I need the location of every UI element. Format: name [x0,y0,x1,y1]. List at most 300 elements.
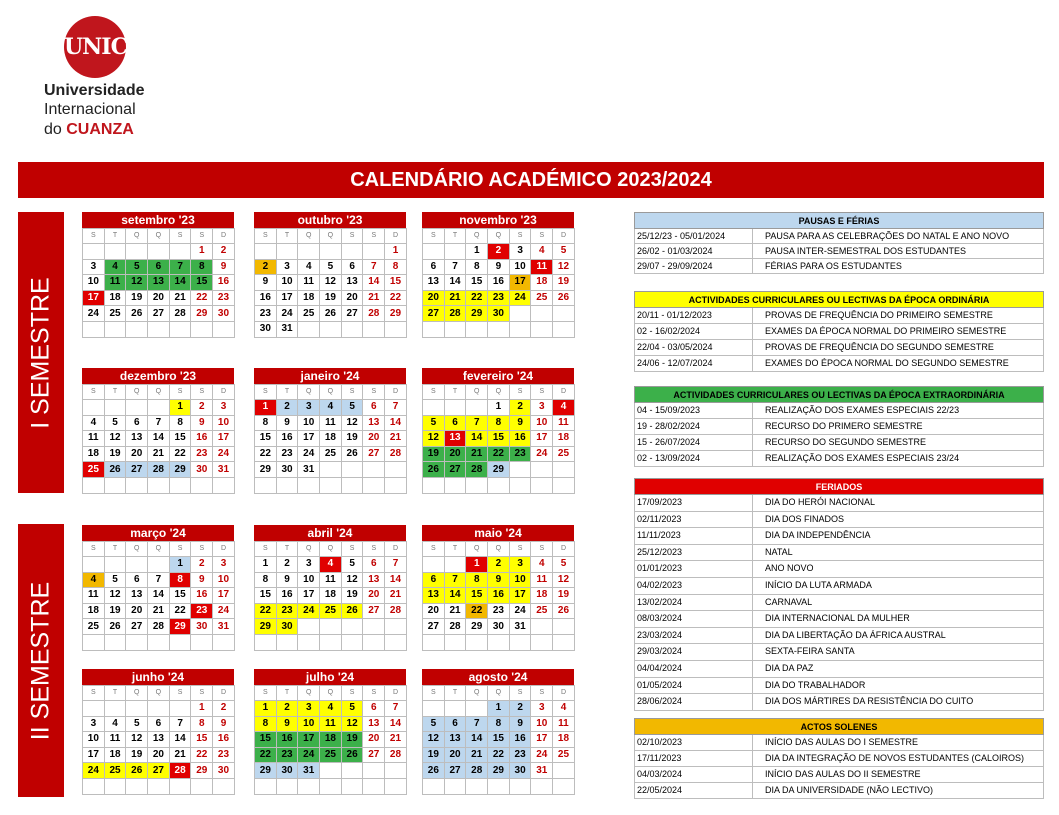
day-cell: 30 [255,321,277,337]
empty-cell [104,477,126,493]
empty-cell [104,400,126,416]
panel-row-date: 01/05/2024 [635,678,753,694]
empty-cell [553,634,575,650]
weekday-label: S [509,229,531,244]
empty-cell [213,634,235,650]
empty-cell [444,778,466,794]
day-cell: 4 [104,716,126,732]
day-cell: 12 [126,732,148,748]
empty-cell [423,244,445,260]
day-cell: 12 [423,431,445,447]
day-cell: 29 [466,306,488,322]
logo-line-3 [44,121,134,139]
day-cell: 3 [213,400,235,416]
panel-row-date: 04 - 15/09/2023 [635,403,753,418]
day-cell: 4 [320,400,342,416]
day-cell: 31 [298,462,320,478]
day-cell: 27 [148,306,170,322]
empty-cell [104,557,126,573]
day-cell: 26 [341,603,363,619]
day-cell: 18 [531,588,553,604]
day-cell: 2 [276,400,298,416]
empty-cell [148,400,170,416]
day-cell: 5 [553,244,575,260]
day-cell: 30 [509,763,531,779]
day-cell: 18 [320,588,342,604]
day-cell: 17 [213,588,235,604]
panel-row [634,419,1044,435]
day-cell: 22 [255,603,277,619]
day-cell: 26 [104,462,126,478]
panel-title: ACTIVIDADES CURRICULARES OU LECTIVAS DA ÉPOCA ORDINÁRIA [634,291,1044,308]
weekday-label: T [444,385,466,400]
month-title: julho '24 [254,669,406,685]
day-cell: 17 [213,431,235,447]
panel-row-date: 15 - 26/07/2024 [635,435,753,450]
day-cell: 29 [255,619,277,635]
empty-cell [276,778,298,794]
empty-cell [385,462,407,478]
empty-cell [531,634,553,650]
month-title: janeiro '24 [254,368,406,384]
day-cell: 12 [553,572,575,588]
day-cell: 8 [255,415,277,431]
month-calendar [422,368,574,494]
month-calendar [82,669,234,795]
panel-row-date: 29/07 - 29/09/2024 [635,259,753,273]
day-cell: 7 [466,415,488,431]
day-cell: 19 [553,588,575,604]
panel-row [634,244,1044,259]
empty-cell [423,477,445,493]
day-cell: 22 [466,290,488,306]
weekday-label: T [444,542,466,557]
day-cell: 21 [466,747,488,763]
day-cell: 27 [363,747,385,763]
legend-panel [634,291,1044,372]
weekday-label: T [276,385,298,400]
month-calendar [254,669,406,795]
day-cell: 2 [488,557,510,573]
day-cell: 21 [466,446,488,462]
day-cell: 3 [83,716,105,732]
empty-cell [423,701,445,717]
logo-line-3a: do [44,121,67,138]
day-cell: 24 [83,306,105,322]
empty-cell [341,634,363,650]
empty-cell [126,477,148,493]
empty-cell [213,778,235,794]
empty-cell [276,244,298,260]
empty-cell [444,244,466,260]
day-cell: 18 [553,431,575,447]
day-cell: 11 [83,588,105,604]
weekday-label: S [191,686,213,701]
day-cell: 4 [83,572,105,588]
weekday-label: T [276,686,298,701]
empty-cell [509,477,531,493]
month-calendar [82,212,234,338]
day-cell: 8 [191,259,213,275]
day-cell: 6 [363,557,385,573]
day-cell: 21 [385,431,407,447]
day-cell: 26 [126,763,148,779]
day-cell: 25 [553,747,575,763]
weekday-label: S [363,229,385,244]
empty-cell [104,244,126,260]
day-cell: 11 [531,259,553,275]
logo-line-2: Internacional [44,101,136,118]
day-cell: 27 [363,446,385,462]
empty-cell [423,321,445,337]
panel-row-date: 17/09/2023 [635,495,753,511]
day-cell: 23 [509,446,531,462]
day-cell: 26 [423,763,445,779]
empty-cell [423,634,445,650]
day-cell: 14 [148,431,170,447]
day-cell: 11 [298,275,320,291]
empty-cell [320,778,342,794]
day-cell: 15 [488,431,510,447]
empty-cell [553,778,575,794]
panel-row [634,545,1044,562]
day-cell: 3 [298,400,320,416]
day-cell: 19 [104,603,126,619]
day-cell: 3 [509,244,531,260]
day-cell: 4 [553,400,575,416]
month-day-table [422,384,575,494]
weekday-label: Q [298,542,320,557]
weekday-label: S [423,542,445,557]
panel-row-date: 25/12/2023 [635,545,753,561]
panel-row [634,356,1044,372]
empty-cell [148,778,170,794]
panel-row [634,694,1044,711]
empty-cell [148,557,170,573]
month-calendar [422,669,574,795]
day-cell: 4 [320,701,342,717]
weekday-label: Q [320,686,342,701]
legend-panel [634,212,1044,274]
day-cell: 9 [213,259,235,275]
day-cell: 6 [126,572,148,588]
panel-row-description: DIA DA UNIVERSIDADE (NÃO LECTIVO) [765,785,934,795]
day-cell: 23 [488,290,510,306]
weekday-label: Q [488,385,510,400]
day-cell: 1 [466,244,488,260]
panel-row-date: 13/02/2024 [635,595,753,611]
day-cell: 22 [191,290,213,306]
month-title: setembro '23 [82,212,234,228]
day-cell: 17 [531,431,553,447]
day-cell: 25 [320,747,342,763]
day-cell: 6 [148,716,170,732]
day-cell: 8 [191,716,213,732]
empty-cell [320,763,342,779]
day-cell: 21 [169,747,191,763]
day-cell: 4 [298,259,320,275]
day-cell: 23 [276,603,298,619]
day-cell: 6 [363,701,385,717]
empty-cell [553,619,575,635]
day-cell: 14 [148,588,170,604]
panel-title: PAUSAS E FÉRIAS [634,212,1044,229]
day-cell: 13 [126,588,148,604]
empty-cell [509,462,531,478]
empty-cell [213,321,235,337]
logo-line-3b: CUANZA [66,121,134,138]
day-cell: 29 [169,619,191,635]
legend-panel [634,718,1044,799]
day-cell: 31 [298,763,320,779]
day-cell: 16 [509,732,531,748]
panel-row-date: 17/11/2023 [635,751,753,766]
day-cell: 18 [83,446,105,462]
empty-cell [488,477,510,493]
panel-row-description: DIA DO TRABALHADOR [765,679,866,690]
day-cell: 12 [104,431,126,447]
weekday-label: Q [126,686,148,701]
panel-row [634,628,1044,645]
panel-row-date: 22/04 - 03/05/2024 [635,340,753,355]
empty-cell [255,634,277,650]
panel-row [634,259,1044,274]
empty-cell [320,634,342,650]
panel-row-date: 02 - 16/02/2024 [635,324,753,339]
day-cell: 31 [213,462,235,478]
weekday-label: S [191,385,213,400]
day-cell: 2 [276,557,298,573]
day-cell: 21 [385,588,407,604]
empty-cell [126,244,148,260]
day-cell: 29 [191,763,213,779]
day-cell: 30 [276,462,298,478]
panel-row [634,451,1044,467]
panel-title: ACTIVIDADES CURRICULARES OU LECTIVAS DA ÉPOCA EXTRAORDINÁRIA [634,386,1044,403]
day-cell: 21 [169,290,191,306]
day-cell: 18 [298,290,320,306]
panel-row [634,767,1044,783]
day-cell: 2 [213,701,235,717]
panel-row-date: 28/06/2024 [635,694,753,710]
day-cell: 15 [488,732,510,748]
day-cell: 4 [553,701,575,717]
panel-row-description: REALIZAÇÃO DOS EXAMES ESPECIAIS 23/24 [765,453,960,463]
day-cell: 12 [341,716,363,732]
day-cell: 9 [276,572,298,588]
empty-cell [553,321,575,337]
empty-cell [363,462,385,478]
empty-cell [276,634,298,650]
empty-cell [444,400,466,416]
panel-row-description: ANO NOVO [765,563,814,574]
day-cell: 21 [444,603,466,619]
day-cell: 25 [83,619,105,635]
day-cell: 9 [488,259,510,275]
panel-row [634,578,1044,595]
day-cell: 17 [509,588,531,604]
panel-row-description: INÍCIO DA LUTA ARMADA [765,579,872,590]
day-cell: 19 [126,290,148,306]
day-cell: 31 [531,763,553,779]
day-cell: 20 [148,747,170,763]
panel-row-description: FÉRIAS PARA OS ESTUDANTES [765,261,902,271]
empty-cell [276,477,298,493]
day-cell: 24 [298,446,320,462]
day-cell: 5 [341,701,363,717]
empty-cell [320,619,342,635]
panel-row [634,528,1044,545]
day-cell: 7 [148,415,170,431]
month-title: abril '24 [254,525,406,541]
day-cell: 20 [444,446,466,462]
day-cell: 28 [466,462,488,478]
day-cell: 17 [298,732,320,748]
day-cell: 30 [276,619,298,635]
panel-row-description: EXAMES DO ÉPOCA NORMAL DO SEGUNDO SEMESTRE [765,358,1009,368]
empty-cell [531,306,553,322]
day-cell: 22 [255,747,277,763]
day-cell: 25 [320,603,342,619]
day-cell: 13 [363,415,385,431]
day-cell: 29 [255,462,277,478]
empty-cell [444,477,466,493]
day-cell: 27 [363,603,385,619]
day-cell: 2 [488,244,510,260]
day-cell: 5 [320,259,342,275]
day-cell: 11 [320,716,342,732]
month-title: outubro '23 [254,212,406,228]
day-cell: 1 [169,557,191,573]
empty-cell [363,619,385,635]
day-cell: 17 [83,747,105,763]
day-cell: 12 [423,732,445,748]
empty-cell [126,400,148,416]
day-cell: 19 [341,431,363,447]
day-cell: 29 [169,462,191,478]
day-cell: 23 [488,603,510,619]
empty-cell [531,619,553,635]
day-cell: 5 [423,415,445,431]
empty-cell [298,619,320,635]
weekday-label: S [255,686,277,701]
empty-cell [385,619,407,635]
day-cell: 27 [341,306,363,322]
weekday-label: T [104,542,126,557]
university-logo [30,8,170,143]
weekday-label: Q [488,686,510,701]
day-cell: 30 [191,462,213,478]
month-title: março '24 [82,525,234,541]
day-cell: 28 [169,763,191,779]
month-title: dezembro '23 [82,368,234,384]
weekday-label: D [553,542,575,557]
weekday-label: S [83,385,105,400]
day-cell: 28 [363,306,385,322]
empty-cell [191,321,213,337]
panel-row [634,403,1044,419]
empty-cell [169,244,191,260]
day-cell: 23 [213,747,235,763]
empty-cell [169,321,191,337]
weekday-label: T [444,229,466,244]
weekday-label: S [531,385,553,400]
day-cell: 2 [276,701,298,717]
day-cell: 12 [126,275,148,291]
month-calendar [422,525,574,651]
month-title: fevereiro '24 [422,368,574,384]
day-cell: 3 [298,557,320,573]
day-cell: 26 [341,747,363,763]
month-day-table [422,685,575,795]
empty-cell [341,763,363,779]
day-cell: 6 [444,415,466,431]
month-day-table [254,384,407,494]
day-cell: 14 [169,732,191,748]
day-cell: 14 [444,275,466,291]
day-cell: 19 [320,290,342,306]
day-cell: 30 [213,763,235,779]
empty-cell [83,244,105,260]
day-cell: 3 [531,701,553,717]
day-cell: 27 [423,619,445,635]
day-cell: 2 [509,400,531,416]
day-cell: 19 [553,275,575,291]
weekday-label: S [169,229,191,244]
day-cell: 12 [553,259,575,275]
day-cell: 15 [255,431,277,447]
day-cell: 10 [213,572,235,588]
month-title: agosto '24 [422,669,574,685]
day-cell: 16 [276,732,298,748]
semester-2-label: II SEMESTRE [26,581,55,740]
day-cell: 16 [488,588,510,604]
weekday-label: S [191,542,213,557]
page-title: CALENDÁRIO ACADÉMICO 2023/2024 [18,162,1044,198]
empty-cell [531,462,553,478]
empty-cell [126,557,148,573]
day-cell: 4 [104,259,126,275]
empty-cell [83,634,105,650]
day-cell: 14 [444,588,466,604]
day-cell: 5 [341,400,363,416]
panel-row [634,561,1044,578]
panel-row-description: CARNAVAL [765,596,813,607]
panel-row-description: NATAL [765,546,793,557]
panel-row-description: PROVAS DE FREQUÊNCIA DO PRIMEIRO SEMESTRE [765,310,993,320]
day-cell: 18 [104,747,126,763]
day-cell: 31 [509,619,531,635]
day-cell: 18 [83,603,105,619]
weekday-label: S [341,229,363,244]
day-cell: 6 [423,572,445,588]
day-cell: 24 [509,290,531,306]
day-cell: 20 [423,290,445,306]
day-cell: 17 [298,588,320,604]
day-cell: 8 [488,415,510,431]
panel-row [634,751,1044,767]
logo-line-1: Universidade [44,82,145,99]
panel-row [634,229,1044,244]
empty-cell [466,778,488,794]
month-calendar [254,368,406,494]
day-cell: 24 [276,306,298,322]
empty-cell [363,244,385,260]
day-cell: 7 [444,259,466,275]
empty-cell [363,763,385,779]
panel-row-date: 24/06 - 12/07/2024 [635,356,753,371]
day-cell: 1 [385,244,407,260]
